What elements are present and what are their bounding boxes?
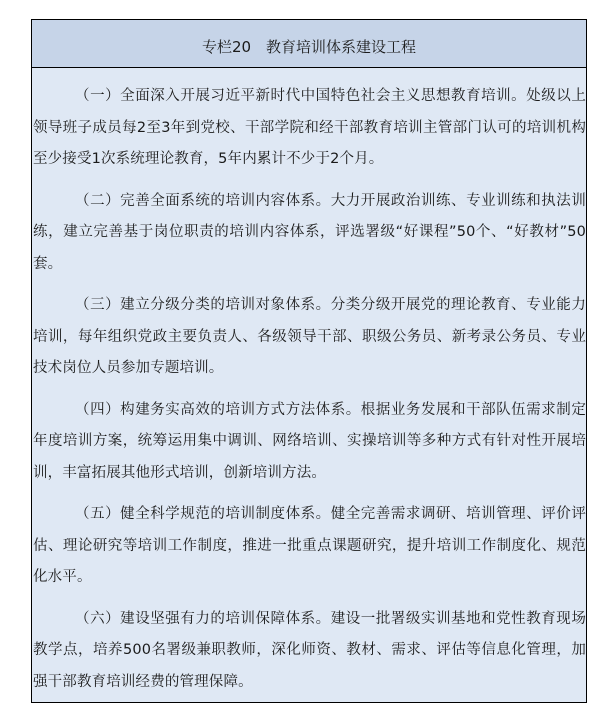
- paragraph-3: （三）建立分级分类的培训对象体系。分类分级开展党的理论教育、专业能力培训，每年组织党政主要负责人、各级领导干部、职级公务员、新考录公务员、专业技术岗位人员参加专题培训。: [33, 297, 586, 376]
- paragraph-5: （五）健全科学规范的培训制度体系。健全完善需求调研、培训管理、评价评估、理论研究等培训工作制度，推进一批重点课题研究，提升培训工作制度化、规范化水平。: [33, 506, 586, 585]
- paragraph-4: （四）构建务实高效的培训方式方法体系。根据业务发展和干部队伍需求制定年度培训方案，统筹运用集中调训、网络培训、实操培训等多种方式有针对性开展培训，丰富拓展其他形式培训，创新培训方法。: [33, 401, 586, 481]
- column-title: 专栏20 教育培训体系建设工程: [32, 20, 586, 68]
- paragraph-1: （一）全面深入开展习近平新时代中国特色社会主义思想教育培训。处级以上领导班子成员每2至3年到党校、干部学院和经干部教育培训主管部门认可的培训机构至少接受1次系统理论教育，5年内累计不少于2个月。: [33, 88, 586, 167]
- column-body: [32, 68, 586, 698]
- column-box: [31, 19, 587, 703]
- paragraph-2: （二）完善全面系统的培训内容体系。大力开展政治训练、专业训练和执法训练，建立完善基于岗位职责的培训内容体系，评选署级“好课程”50个、“好教材”50套。: [33, 192, 586, 272]
- paragraph-6: （六）建设坚强有力的培训保障体系。建设一批署级实训基地和党性教育现场教学点，培养500名署级兼职教师，深化师资、教材、需求、评估等信息化管理，加强干部教育培训经费的管理保障。: [33, 610, 586, 690]
